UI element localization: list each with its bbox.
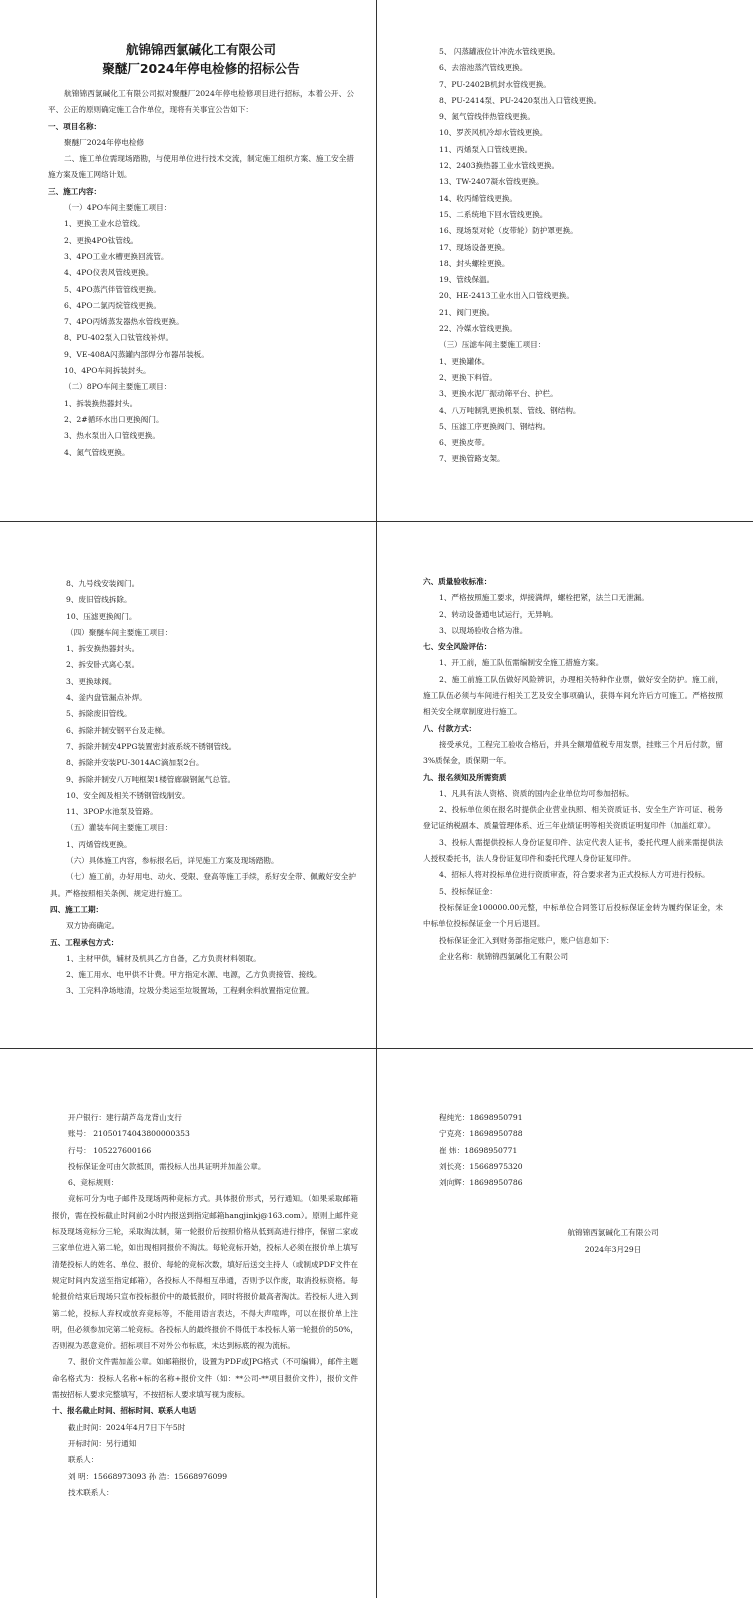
section-list	[48, 184, 354, 461]
list-item: 4、釜内盘管漏点补焊。	[66, 693, 147, 703]
list-item: 2、施工用水、电甲供不计费。甲方指定水源、电源，乙方负责接管、接线。	[66, 970, 322, 980]
document-page-4	[423, 574, 723, 965]
signature-date: 2024年3月29日	[584, 1244, 642, 1254]
list-item: 聚醚厂2024年停电检修	[64, 137, 145, 147]
list-item: 2、更换4PO钛管线。	[64, 235, 139, 245]
list-item: 21、阀门更换。	[439, 307, 495, 317]
list-item: 10、安全阀及相关不锈钢管线制安。	[66, 790, 190, 800]
list-item: 程纯光：18698950791	[439, 1113, 523, 1122]
list-item: 17、现场设备更换。	[439, 242, 510, 252]
section-heading: 七、安全风险评估：	[423, 642, 492, 652]
section-heading: 一、项目名称：	[48, 121, 102, 131]
list-item: 宁克亮：18698950788	[439, 1129, 523, 1139]
page-divider-vertical	[376, 0, 377, 1598]
list-item: 3、4PO工业水槽更换回流管。	[64, 251, 169, 261]
list-item: （四）聚醚车间主要施工项目：	[66, 627, 173, 637]
list-item: 4、氮气管线更换。	[64, 447, 130, 457]
payment-heading: 八、付款方式：	[423, 723, 477, 733]
list-item: 9、拆除并制安八万吨框架1楼管廊碳钢氮气总管。	[66, 774, 236, 784]
registration-item: 4、招标人将对投标单位进行资质审查，符合要求者为正式投标人方可进行投标。	[439, 870, 710, 880]
section-list	[50, 902, 356, 1000]
list-item: 1、主材甲供，辅材及机具乙方自备，乙方负责材料领取。	[66, 953, 261, 963]
doc-title-notice: 聚醚厂2024年停电检修的招标公告	[102, 61, 300, 76]
section-list	[50, 576, 356, 853]
list-item: 7、4PO丙烯蒸发器热水管线更换。	[64, 317, 184, 327]
company-name-line: 企业名称：航锦锦西氯碱化工有限公司	[439, 951, 569, 961]
list-item: 开标时间：另行通知	[68, 1438, 137, 1448]
list-item: 7、更换管路支架。	[439, 454, 505, 464]
list-item: 刘向辉：18698950786	[439, 1178, 523, 1188]
list-item: 13、TW-2407凝水管线更换。	[439, 177, 544, 187]
list-item: 10、压滤更换阀门。	[66, 611, 137, 621]
bond-account-paragraph: 投标保证金汇入到财务部指定账户，账户信息如下：	[439, 935, 614, 945]
list-item: 5、 闪蒸罐液位计冲洗水管线更换。	[439, 47, 561, 56]
list-item: 6、更换皮带。	[439, 438, 490, 448]
survey-paragraph: 二、施工单位需现场踏勘，与使用单位进行技术交流，制定施工组织方案、施工安全措施方案及施工网络计划。	[48, 154, 354, 180]
list-item: 2、转动设备通电试运行，无异响。	[439, 609, 558, 619]
list-item: 6、去溶池蒸汽管线更换。	[439, 63, 528, 73]
quote-format-paragraph: 7、报价文件需加盖公章。如邮箱报价，设置为PDF或JPG格式（不可编辑），邮件主题命名格式为：投标人名称+标的名称+报价文件（如：**公司-**项目报价文件），报价文件需按招标人要求完整填写，不按招标人要求填写视为废标。	[52, 1357, 358, 1400]
list-item: 6、竞标规则：	[68, 1178, 119, 1188]
list-item: 2、2#循环水出口更换阀门。	[64, 414, 164, 424]
section-heading: 五、工程承包方式：	[50, 937, 119, 947]
document-page-3	[50, 576, 356, 1000]
list-item: 9、氮气管线伴热管线更换。	[439, 112, 535, 122]
list-item: 1、开工前，施工队伍需编制安全施工措施方案。	[439, 658, 604, 668]
list-item: 3、更换球阀。	[66, 676, 117, 686]
list-item: 8、PU-402泵入口钛管线补焊。	[64, 333, 174, 343]
list-item: 行号： 105227600166	[68, 1145, 152, 1155]
list-item: 10、4PO车间拆装封头。	[64, 366, 151, 376]
list-item: 14、收丙烯管线更换。	[439, 193, 518, 203]
list-item: 11、3POP水池泵及管路。	[66, 807, 158, 817]
list-item: 账号： 21050174043800000353	[68, 1129, 190, 1139]
intro-paragraph: 航锦锦西氯碱化工有限公司拟对聚醚厂2024年停电检修项目进行招标，本着公开、公平、公正的原则确定施工合作单位，现将有关事宜公告如下：	[48, 89, 354, 115]
registration-item: 2、投标单位须在报名时提供企业营业执照、相关资质证书、安全生产许可证、税务登记证纳税副本、质量管理体系、近三年业绩证明等相关资质证明复印件（加盖红章）。	[423, 805, 723, 831]
list-item: 2、拆安卧式离心泵。	[66, 660, 140, 670]
list-item: 16、现场泵对轮（皮带轮）防护罩更换。	[439, 226, 578, 236]
document-page-2	[423, 44, 723, 468]
list-item: 3、以现场验收合格为准。	[439, 625, 528, 635]
bond-paragraph: 投标保证金100000.00元整，中标单位合同签订后投标保证金转为履约保证金，未中标单位投标保证金一个月后退回。	[423, 902, 723, 929]
list-item: 4、八万吨制乳更换机泵、管线、钢结构。	[439, 405, 581, 415]
safety-paragraph: 2、施工前施工队伍做好风险辨识，办理相关特种作业票，做好安全防护。施工前，施工队伍必须与车间进行相关工艺及安全事项确认，获得车间允许后方可施工。严格按照相关安全规章制度进行施工。	[423, 674, 723, 717]
list-item: 7、PU-2402B机封水管线更换。	[439, 79, 551, 89]
list-item: 5、压滤工序更换阀门、钢结构。	[439, 421, 551, 431]
list-item: 5、4PO蒸汽伴管管线更换。	[64, 284, 161, 294]
list-item: 技术联系人：	[68, 1487, 114, 1497]
document-page-5	[52, 1110, 358, 1501]
list-item: 投标保证金可由欠款抵顶，需投标人出具证明并加盖公章。	[68, 1161, 266, 1171]
section-heading: 十、报名截止时间、招标时间、联系人电话	[52, 1406, 197, 1416]
bidding-rules-paragraph: 竞标可分为电子邮件及现场两种竞标方式。具体报价形式，另行通知。（如果采取邮箱报价，需在投标截止时间前2小时内报送到指定邮箱hangjinkj@163.com）。原则上邮件竞标及现场竞标分三轮，采取淘汰制，第一轮报价后按照价格从低到高进行排序，保留二家或三家单位进入第二轮，如出现相同报价不淘汰。每轮竞标开始，投标人必须在报价单上填写清楚投标人的姓名、单位、报价、每轮的竞标次数，填好后送交主持人（或制成PDF文件在规定时间内发送至指定邮箱），各投标人不得相互串通，否则予以作废，取消投标资格。每轮报价结束后现场只宣布投标报价中的最低报价，同时将报价最高者淘汰。若投标人进入到第二轮，投标人弃权或放弃竞标等，不能用语言表达，不得大声喧哗，可以在报价单上注明，但必须参加完第二轮竞标。各投标人的最终报价不得低于本投标人第一轮报价的50%，否则视为恶意竞价。招标项目不对外公布标底，未达到标底的视为流标。	[52, 1194, 358, 1351]
list-item: 刘长亮：15668975320	[439, 1161, 523, 1171]
list-item: 22、冷媒水管线更换。	[439, 324, 518, 334]
section-list	[48, 119, 354, 152]
section-heading: 六、质量验收标准：	[423, 577, 492, 586]
list-item: 19、管线保温。	[439, 275, 495, 285]
list-item: 8、九号线安装阀门。	[66, 579, 140, 588]
list-item: （三）压滤车间主要施工项目：	[439, 340, 546, 350]
list-item: 6、4PO二氯丙烷管线更换。	[64, 300, 161, 310]
list-item: 11、丙烯泵入口管线更换。	[439, 144, 533, 154]
section-list	[423, 44, 723, 468]
list-item: 1、更换罐体。	[439, 356, 490, 366]
detail-paragraph: （六）具体施工内容，参标报名后，详见施工方案及现场踏勘。	[66, 856, 279, 866]
list-item: 15、二系统地下回水管线更换。	[439, 209, 548, 219]
list-item: 1、严格按照施工要求，焊接满焊，螺栓把紧，法兰口无泄漏。	[439, 593, 649, 603]
list-item: 10、罗茨风机冷却水管线更换。	[439, 128, 548, 138]
list-item: 3、更换水泥厂振动筛平台、护栏。	[439, 389, 558, 399]
document-page-6	[423, 1110, 723, 1258]
signature-company: 航锦锦西氯碱化工有限公司	[567, 1228, 659, 1238]
list-item: 1、丙烯管线更换。	[66, 839, 132, 849]
registration-heading: 九、报名须知及所需资质	[423, 772, 507, 782]
permit-paragraph: （七）施工前，办好用电、动火、受限、登高等施工手续，系好安全带、佩戴好安全护具。严格按照相关条例、规定进行施工。	[50, 872, 356, 898]
list-item: （五）灌装车间主要施工项目：	[66, 823, 173, 833]
payment-paragraph: 接受承兑，工程完工验收合格后，并具全额增值税专用发票，挂账三个月后付款，留3%质保金，质保期一年。	[423, 739, 723, 766]
list-item: 1、拆安换热器封头。	[66, 644, 140, 654]
list-item: 2、更换下料管。	[439, 372, 497, 382]
list-item: 8、拆除并安装PU-3014AC滴加泵2台。	[66, 758, 204, 768]
list-item: 6、拆除并制安钢平台及走梯。	[66, 725, 170, 735]
registration-item: 3、投标人需提供投标人身份证复印件、法定代表人证书，委托代理人前来需提供法人授权委托书，法人身份证复印件和委托代理人身份证复印件。	[423, 837, 723, 864]
list-item: 3、工完料净场地清，垃圾分类运至垃圾置场，工程剩余料放置指定位置。	[66, 986, 314, 996]
document-page-1	[48, 40, 354, 461]
section-heading: 四、施工工期：	[50, 904, 104, 914]
section-heading: 三、施工内容：	[48, 186, 102, 196]
list-item: 截止时间：2024年4月7日下午5时	[68, 1422, 186, 1432]
list-item: 9、VE-408A闪蒸罐内部焊分布器吊装板。	[64, 349, 209, 359]
list-item: （二）8PO车间主要施工项目：	[64, 382, 172, 392]
section-list	[52, 1110, 358, 1191]
list-item: 1、更换工业水总管线。	[64, 219, 145, 229]
list-item: 联系人：	[68, 1455, 99, 1465]
list-item: 崔 炜：18698950771	[439, 1145, 518, 1155]
list-item: （一）4PO车间主要施工项目：	[64, 203, 172, 213]
list-item: 7、拆除并制安4PPG装置密封液系统不锈钢管线。	[66, 741, 237, 751]
doc-title-company: 航锦锦西氯碱化工有限公司	[125, 42, 276, 57]
list-item: 8、PU-2414泵、PU-2420泵出入口管线更换。	[439, 95, 602, 105]
list-item: 刘 明：15668973093 孙 浩：15668976099	[68, 1471, 228, 1481]
list-item: 9、废旧管线拆除。	[66, 595, 132, 605]
list-item: 20、HE-2413工业水出入口管线更换。	[439, 291, 574, 301]
list-item: 18、封头螺栓更换。	[439, 258, 510, 268]
section-list	[423, 574, 723, 672]
list-item: 双方协商确定。	[66, 921, 120, 931]
list-item: 1、拆装换热器封头。	[64, 398, 138, 408]
page-divider-horizontal	[0, 521, 753, 522]
list-item: 4、4PO仪表风管线更换。	[64, 268, 154, 278]
contact-list	[423, 1110, 723, 1191]
section-list	[52, 1403, 358, 1501]
list-item: 3、热水泵出入口管线更换。	[64, 431, 160, 441]
registration-item: 5、投标保证金：	[439, 886, 497, 896]
page-divider-horizontal	[0, 1048, 753, 1049]
list-item: 5、拆除废旧管线。	[66, 709, 132, 719]
list-item: 开户银行：建行葫芦岛龙背山支行	[68, 1113, 182, 1122]
list-item: 12、2403换热器工业水管线更换。	[439, 161, 560, 171]
registration-item: 1、凡具有法人资格、资质的国内企业单位均可参加招标。	[439, 788, 634, 798]
